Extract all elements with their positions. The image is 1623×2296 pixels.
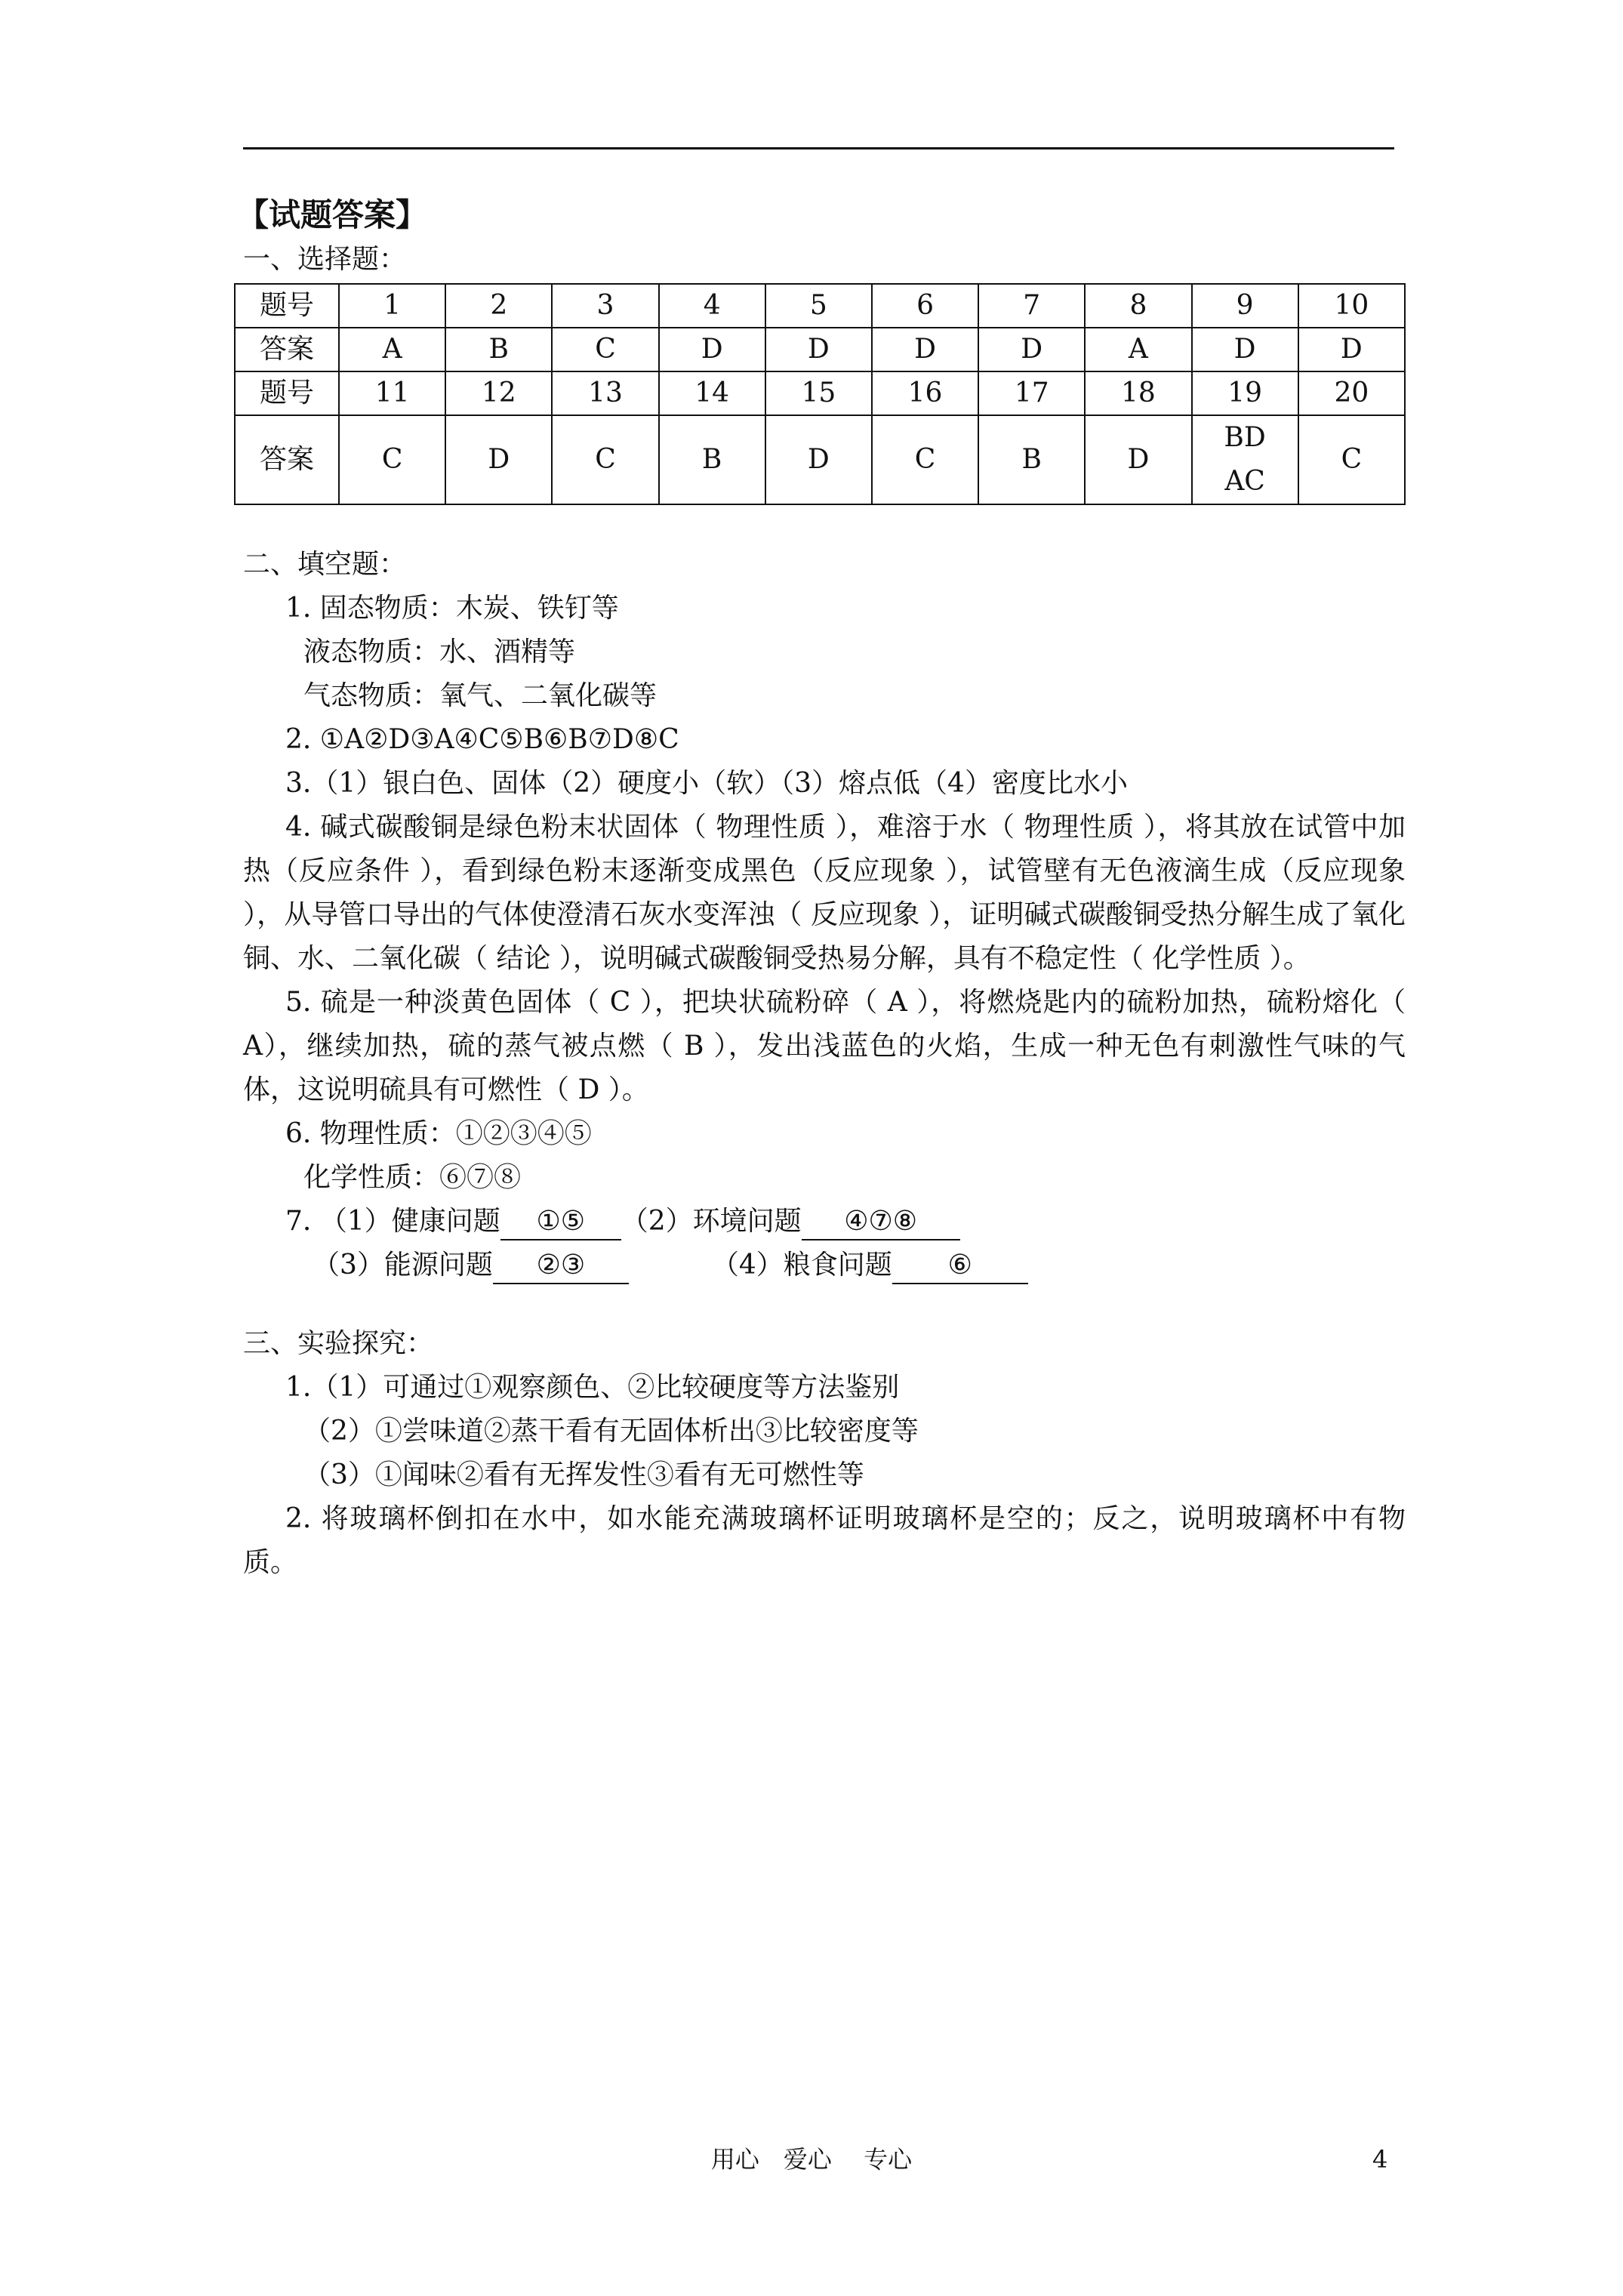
fill-q1-gas: 气态物质：氧气、二氧化碳等 xyxy=(303,680,658,711)
table-cell: 11 xyxy=(339,371,445,415)
fill-q3: 3.（1）银白色、固体（2）硬度小（软）（3）熔点低（4）密度比水小 xyxy=(285,768,1128,799)
table-cell: D xyxy=(1085,415,1191,504)
table-cell: 7 xyxy=(978,284,1085,328)
table-cell: 13 xyxy=(552,371,658,415)
fill-q4: 4. 碱式碳酸铜是绿色粉末状固体（ 物理性质 ），难溶于水（ 物理性质 ），将其放在试管中加热（反应条件 ），看到绿色粉末逐渐变成黑色（反应现象 ），试管壁有无色液滴生成（反应现象 ），从导管口导出的气体使澄清石灰水变浑浊（ 反应现象 ），证明碱式碳酸铜受热分解生成了氧化铜、水、二氧化碳（ 结论 ），说明碱式碳酸铜受热易分解，具有不稳定性（ 化学性质 ）。 xyxy=(243,812,1406,974)
table-row xyxy=(235,328,1405,371)
table-cell: B xyxy=(445,328,552,371)
fill-q6-physical: 6. 物理性质：①②③④⑤ xyxy=(285,1118,592,1149)
fill-q7-p1-label: （1）健康问题 xyxy=(319,1206,500,1237)
table-cell: A xyxy=(339,328,445,371)
experiment-q1-part1: 1.（1）可通过①观察颜色、②比较硬度等方法鉴别 xyxy=(285,1372,900,1403)
fill-q7-p3-answer: ②③ xyxy=(493,1248,629,1284)
page-number: 4 xyxy=(1372,2145,1388,2174)
experiment-q1-part3: （3）①闻味②看有无挥发性③看有无可燃性等 xyxy=(303,1459,864,1490)
table-cell: 10 xyxy=(1298,284,1405,328)
table-row-header: 答案 xyxy=(235,415,339,504)
table-cell: D xyxy=(872,328,978,371)
table-cell: 8 xyxy=(1085,284,1191,328)
experiment-q2: 2. 将玻璃杯倒扣在水中，如水能充满玻璃杯证明玻璃杯是空的；反之，说明玻璃杯中有物质。 xyxy=(243,1503,1406,1578)
table-cell: C xyxy=(552,328,658,371)
table-row xyxy=(235,284,1405,328)
table-cell: C xyxy=(339,415,445,504)
table-cell: B xyxy=(659,415,765,504)
fill-q5: 5. 硫是一种淡黄色固体（ C ），把块状硫粉碎（ A ），将燃烧匙内的硫粉加热，硫粉熔化（ A），继续加热，硫的蒸气被点燃（ B ），发出浅蓝色的火焰，生成一种无色有刺激性气味的气体，这说明硫具有可燃性（ D ）。 xyxy=(243,987,1406,1105)
table-cell: 19 xyxy=(1192,371,1298,415)
table-cell: D xyxy=(659,328,765,371)
fill-q7-p1-answer: ①⑤ xyxy=(500,1204,621,1240)
section-1-heading: 一、选择题： xyxy=(243,244,407,275)
table-cell: 6 xyxy=(872,284,978,328)
table-cell: C xyxy=(552,415,658,504)
table-cell: 5 xyxy=(765,284,872,328)
fill-q1-solid: 1. 固态物质：木炭、铁钉等 xyxy=(285,593,619,624)
fill-q7-line1 xyxy=(243,1200,1406,1244)
header-rule xyxy=(243,147,1394,149)
fill-q7-prefix: 7. xyxy=(285,1206,312,1237)
table-cell: 2 xyxy=(445,284,552,328)
table-cell: 16 xyxy=(872,371,978,415)
fill-q2: 2. ①A②D③A④C⑤B⑥B⑦D⑧C xyxy=(285,724,679,755)
fill-q7-p2-label: （2）环境问题 xyxy=(621,1206,802,1237)
fill-q7-p4-label: （4）粮食问题 xyxy=(711,1250,892,1281)
table-cell: D xyxy=(765,415,872,504)
fill-q1-liquid: 液态物质：水、酒精等 xyxy=(303,636,576,667)
table-cell xyxy=(1192,415,1298,504)
table-cell: C xyxy=(1298,415,1405,504)
experiment-q1-part2: （2）①尝味道②蒸干看有无固体析出③比较密度等 xyxy=(303,1416,919,1447)
table-row xyxy=(235,371,1405,415)
document-title: 【试题答案】 xyxy=(237,196,428,233)
table-cell: 12 xyxy=(445,371,552,415)
table-cell: 1 xyxy=(339,284,445,328)
table-cell: D xyxy=(1298,328,1405,371)
table-cell: D xyxy=(978,328,1085,371)
fill-q7-p2-answer: ④⑦⑧ xyxy=(802,1204,960,1240)
table-cell: 15 xyxy=(765,371,872,415)
table-cell: C xyxy=(872,415,978,504)
table-cell: D xyxy=(765,328,872,371)
multiple-choice-answer-table xyxy=(234,283,1406,505)
table-row xyxy=(235,415,1405,504)
table-row-header: 题号 xyxy=(235,284,339,328)
fill-q6-chemical: 化学性质：⑥⑦⑧ xyxy=(303,1162,522,1193)
table-cell-line: BD xyxy=(1224,422,1266,453)
table-row-header: 答案 xyxy=(235,328,339,371)
fill-q7-p4-answer: ⑥ xyxy=(892,1248,1028,1284)
table-cell: 14 xyxy=(659,371,765,415)
fill-q7-p3-label: （3）能源问题 xyxy=(313,1250,493,1281)
table-row-header: 题号 xyxy=(235,371,339,415)
table-cell: 4 xyxy=(659,284,765,328)
table-cell: 3 xyxy=(552,284,658,328)
table-cell: 17 xyxy=(978,371,1085,415)
table-cell: D xyxy=(445,415,552,504)
section-3-heading: 三、实验探究： xyxy=(243,1328,434,1359)
footer-motto: 用心 爱心 专心 xyxy=(710,2145,913,2174)
table-cell: 9 xyxy=(1192,284,1298,328)
table-cell: 18 xyxy=(1085,371,1191,415)
table-cell-line: AC xyxy=(1224,466,1265,497)
table-cell: A xyxy=(1085,328,1191,371)
fill-q7-line2 xyxy=(243,1244,1406,1287)
document-body xyxy=(237,193,1406,1585)
table-cell: B xyxy=(978,415,1085,504)
table-cell: D xyxy=(1192,328,1298,371)
section-2-heading: 二、填空题： xyxy=(243,549,407,580)
table-cell: 20 xyxy=(1298,371,1405,415)
